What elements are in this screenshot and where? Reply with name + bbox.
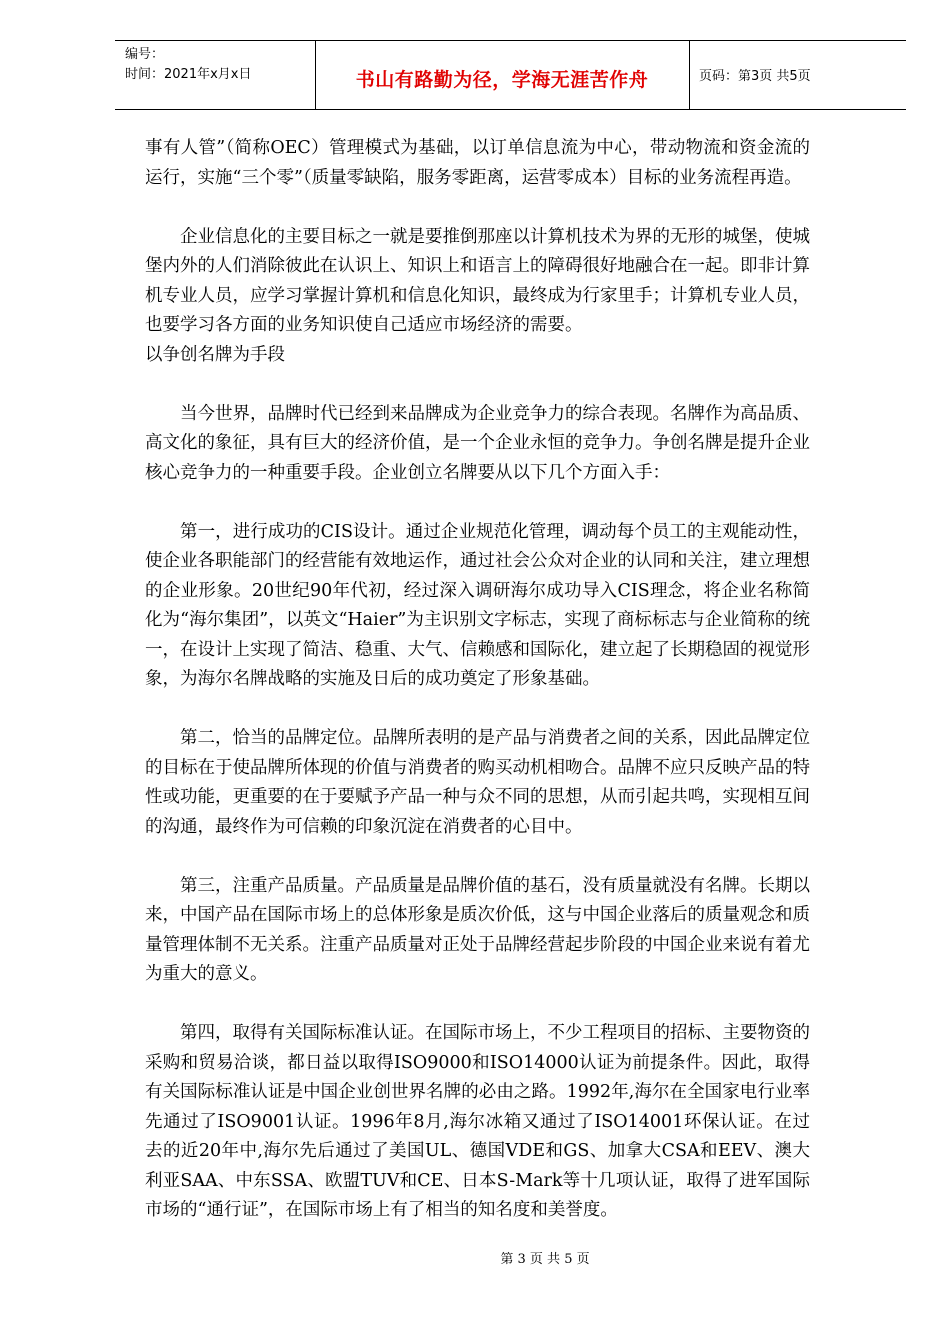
document-body bbox=[145, 134, 810, 1226]
page-header bbox=[115, 40, 906, 110]
header-page-number: 页码：第3页 共5页 bbox=[699, 69, 811, 84]
paragraph-continuation: 事有人管”（简称OEC）管理模式为基础，以订单信息流为中心，带动物流和资金流的运行，实施“三个零”（质量零缺陷，服务零距离，运营零成本）目标的业务流程再造。 bbox=[145, 138, 810, 188]
paragraph-cis-design: 第一，进行成功的CIS设计。通过企业规范化管理，调动每个员工的主观能动性，使企业各职能部门的经营能有效地运作，通过社会公众对企业的认同和关注，建立理想的企业形象。20世纪90年代初，经过深入调研海尔成功导入CIS理念，将企业名称简化为“海尔集团”，以英文“Haier”为主识别文字标志，实现了商标标志与企业简称的统一，在设计上实现了简洁、稳重、大气、信赖感和国际化，建立起了长期稳固的视觉形象，为海尔名牌战略的实施及日后的成功奠定了形象基础。 bbox=[145, 521, 810, 689]
paragraph-brand-positioning: 第二，恰当的品牌定位。品牌所表明的是产品与消费者之间的关系，因此品牌定位的目标在于使品牌所体现的价值与消费者的购买动机相吻合。品牌不应只反映产品的特性或功能，更重要的在于要赋予产品一种与众不同的思想，从而引起共鸣，实现相互间的沟通，最终作为可信赖的印象沉淀在消费者的心目中。 bbox=[145, 728, 810, 837]
paragraph-informatization: 企业信息化的主要目标之一就是要推倒那座以计算机技术为界的无形的城堡，使城堡内外的人们消除彼此在认识上、知识上和语言上的障碍很好地融合在一起。即非计算机专业人员，应学习掌握计算机和信息化知识，最终成为行家里手；计算机专业人员，也要学习各方面的业务知识使自己适应市场经济的需要。 bbox=[145, 226, 810, 335]
paragraph-product-quality: 第三，注重产品质量。产品质量是品牌价值的基石，没有质量就没有名牌。长期以来，中国产品在国际市场上的总体形象是质次价低，这与中国企业落后的质量观念和质量管理体制不无关系。注重产品质量对正处于品牌经营起步阶段的中国企业来说有着尤为重大的意义。 bbox=[145, 875, 810, 984]
header-meta-cell bbox=[115, 41, 316, 109]
header-motto-cell bbox=[315, 41, 690, 109]
header-page-cell bbox=[689, 41, 906, 109]
header-motto: 书山有路勤为径，学海无涯苦作舟 bbox=[355, 69, 649, 91]
page-footer: 第 3 页 共 5 页 bbox=[500, 1252, 590, 1267]
document-number-label: 编号： bbox=[125, 47, 165, 62]
paragraph-certification: 第四，取得有关国际标准认证。在国际市场上，不少工程项目的招标、主要物资的采购和贸易洽谈，都日益以取得ISO9000和ISO14000认证为前提条件。因此，取得有关国际标准认证是中国企业创世界名牌的必由之路。1992年,海尔在全国家电行业率先通过了ISO9001认证。1996年8月,海尔冰箱又通过了ISO14001环保认证。在过去的近20年中,海尔先后通过了美国UL、德国VDE和GS、加拿大CSA和EEV、澳大利亚SAA、中东SSA、欧盟TUV和CE、日本S-Mark等十几项认证，取得了进军国际市场的“通行证”，在国际市场上有了相当的知名度和美誉度。 bbox=[145, 1023, 810, 1220]
section-heading: 以争创名牌为手段 bbox=[145, 344, 285, 365]
document-date-label: 时间：2021年x月x日 bbox=[125, 67, 252, 82]
paragraph-brand-intro: 当今世界，品牌时代已经到来品牌成为企业竞争力的综合表现。名牌作为高品质、高文化的象征，具有巨大的经济价值，是一个企业永恒的竞争力。争创名牌是提升企业核心竞争力的一种重要手段。企业创立名牌要从以下几个方面入手： bbox=[145, 403, 810, 483]
